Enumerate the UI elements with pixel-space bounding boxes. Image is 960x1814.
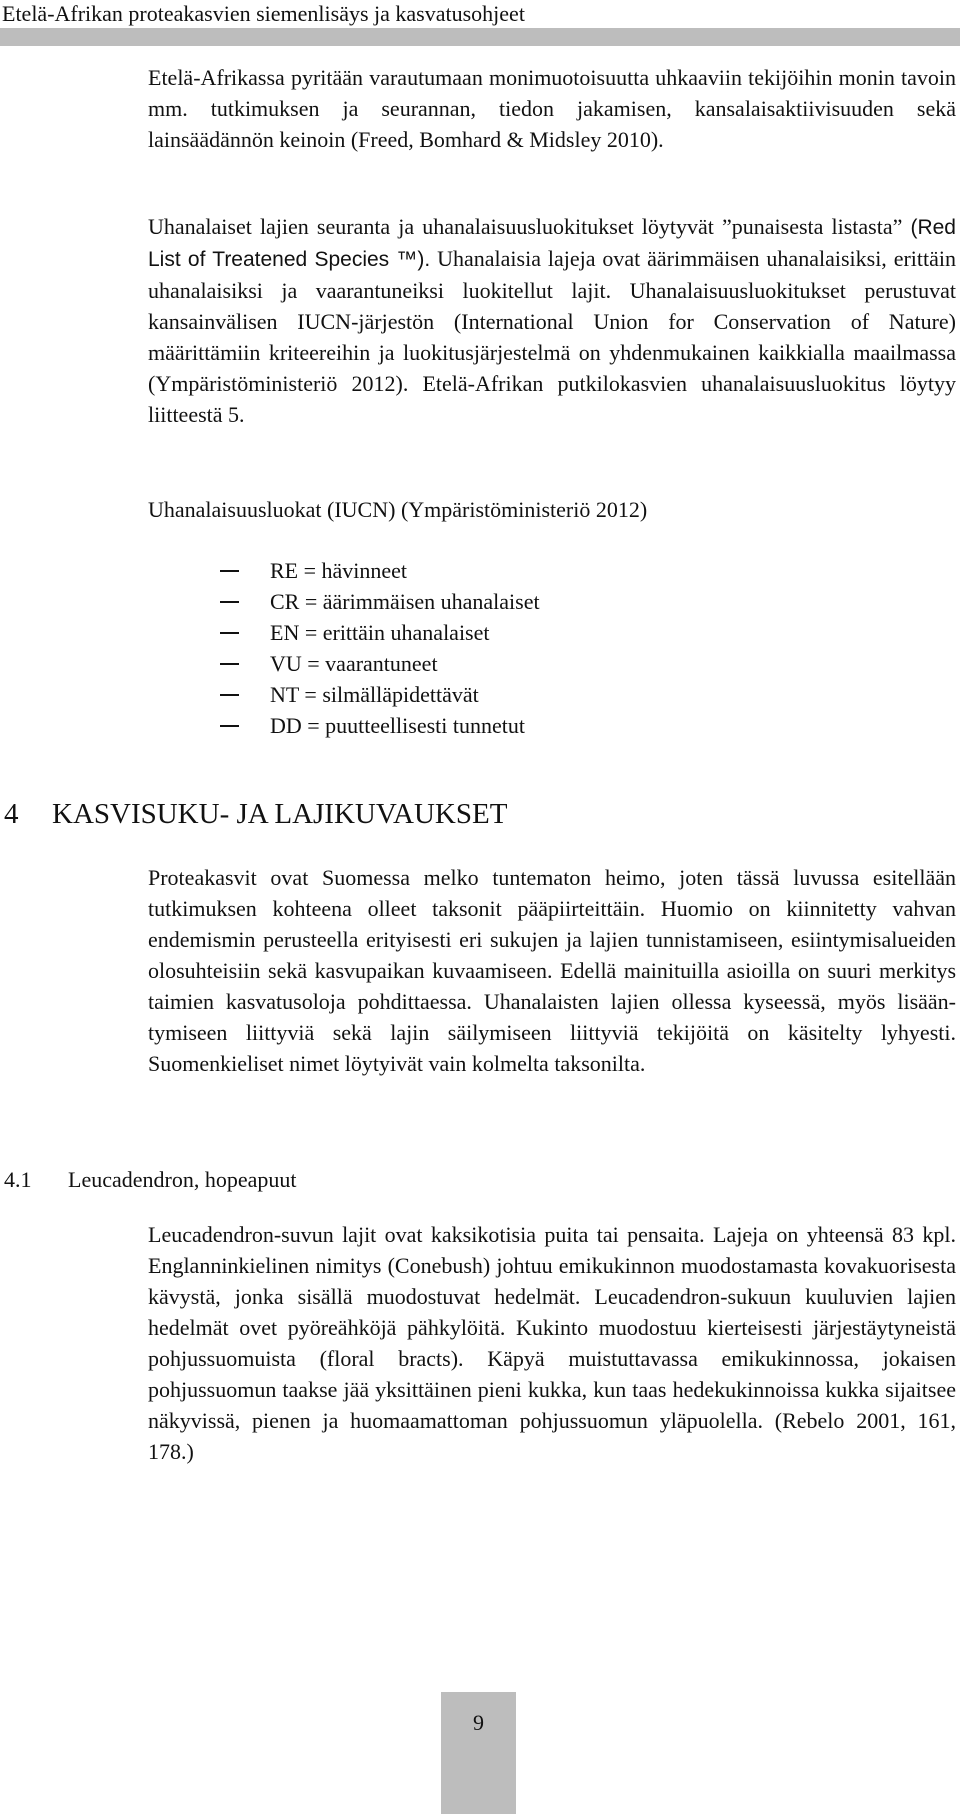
section-4-heading: [4, 796, 507, 832]
list-item: [220, 679, 540, 710]
dash-bullet-icon: [220, 601, 239, 603]
header-rule: [0, 28, 960, 46]
section-number: 4: [4, 798, 19, 830]
section-title: KASVISUKU- JA LAJIKUVAUKSET: [52, 798, 508, 830]
dash-bullet-icon: [220, 725, 239, 727]
page-number: 9: [473, 1710, 484, 1735]
category-label: VU = vaarantuneet: [270, 651, 438, 676]
paragraph-red-list-start: Uhanalaiset lajien seuranta ja uhanalaisuusluokitukset löytyvät ”punaisesta listasta”: [148, 214, 911, 239]
header-title: Etelä-Afrikan proteakasvien siemenlisäys ja kasvatusohjeet: [2, 1, 525, 26]
category-label: RE = hävinneet: [270, 558, 408, 583]
dash-bullet-icon: [220, 570, 239, 572]
section-4-1-heading: [4, 1164, 296, 1195]
dash-bullet-icon: [220, 663, 239, 665]
section-title: Leucadendron, hopeapuut: [68, 1167, 297, 1192]
dash-bullet-icon: [220, 694, 239, 696]
dash-bullet-icon: [220, 632, 239, 634]
paragraph-red-list: [148, 211, 956, 430]
running-header: [0, 0, 960, 30]
red-list-reference: (Red List of Treatened Species ™).: [148, 216, 956, 271]
category-label: NT = silmälläpidettävät: [270, 682, 479, 707]
list-item: [220, 710, 540, 741]
list-item: [220, 555, 540, 586]
category-label: EN = erittäin uhanalaiset: [270, 620, 490, 645]
iucn-category-list: [220, 555, 540, 741]
paragraph-red-list-end: Uhanalaisia lajeja ovat äärimmäisen uhanalaisiksi, erittäin uhanalaisiksi ja vaarantuneiksi luokitellut lajit. Uhanalaisuusluokitukset perustuvat kansainvälisen IUCN-järjestön (International Union for Conservation of Nature) määrittämiin kriteereihin ja luokitusjärjestelmä on yhdenmukainen kaikkialla maailmassa (Ympäristöministeriö 2012). Etelä-Afrikan putkilokasvien uhanalaisuusluokitus löytyy liitteestä 5.: [148, 246, 957, 427]
paragraph-section-4-intro: Proteakasvit ovat Suomessa melko tuntematon heimo, joten tässä luvussa esitellään tutkimuksen kohteena olleet taksonit pääpiirteittäin. Huomio on kiinnitetty vahvan endemismin perusteella erityisesti eri sukujen ja lajien tunnistamiseen, esiintymisalueiden olosuhteisiin sekä kasvupaikan kuvaamiseen. Edellä mainituilla asioilla on suuri merkitys taimien kasvatusoloja pohdittaessa. Uhanalaisten lajien ollessa kyseessä, myös lisääntymiseen liittyviä sekä lajin säilymiseen liittyviä tekijöitä on käsitelty lyhyesti. Suomenkieliset nimet löytyivät vain kolmelta taksonilta.: [148, 865, 956, 1076]
paragraph-iucn-categories-heading: Uhanalaisuusluokat (IUCN) (Ympäristöministeriö 2012): [148, 497, 648, 522]
list-item: [220, 586, 540, 617]
paragraph-leucadendron: Leucadendron-suvun lajit ovat kaksikotisia puita tai pensaita. Lajeja on yhteensä 83 kpl. Englanninkielinen nimitys (Conebush) johtuu emikukinnon muodostamasta kovakuorisesta kävystä, jonka sisällä muodostuvat hedelmät. Leucadendron-sukuun kuuluvien lajien hedelmät ovet pyöreähköjä pähkylöitä. Kukinto muodostuu kierteisesti järjestäytyneistä pohjussuomuista (floral bracts). Käpyä muistuttavassa emikukinnossa, jokaisen pohjussuomun taakse jää yksittäinen pieni kukka, kun taas hedekukinnoissa kukka sijaitsee näkyvissä, pienen ja huomaamattoman pohjussuomun yläpuolella. (Rebelo 2001, 161, 178.): [148, 1222, 956, 1464]
list-item: [220, 617, 540, 648]
page-footer: [441, 1692, 516, 1814]
category-label: CR = äärimmäisen uhanalaiset: [270, 589, 540, 614]
section-number: 4.1: [4, 1167, 32, 1192]
list-item: [220, 648, 540, 679]
paragraph-threat-preparation: Etelä-Afrikassa pyritään varautumaan monimuotoisuutta uhkaaviin tekijöihin monin tavoin mm. tutkimuksen ja seurannan, tiedon jakamisen, kansalaisaktiivisuuden sekä lainsäädännön keinoin (Freed, Bomhard & Midsley 2010).: [148, 65, 956, 152]
category-label: DD = puutteellisesti tunnetut: [270, 713, 525, 738]
